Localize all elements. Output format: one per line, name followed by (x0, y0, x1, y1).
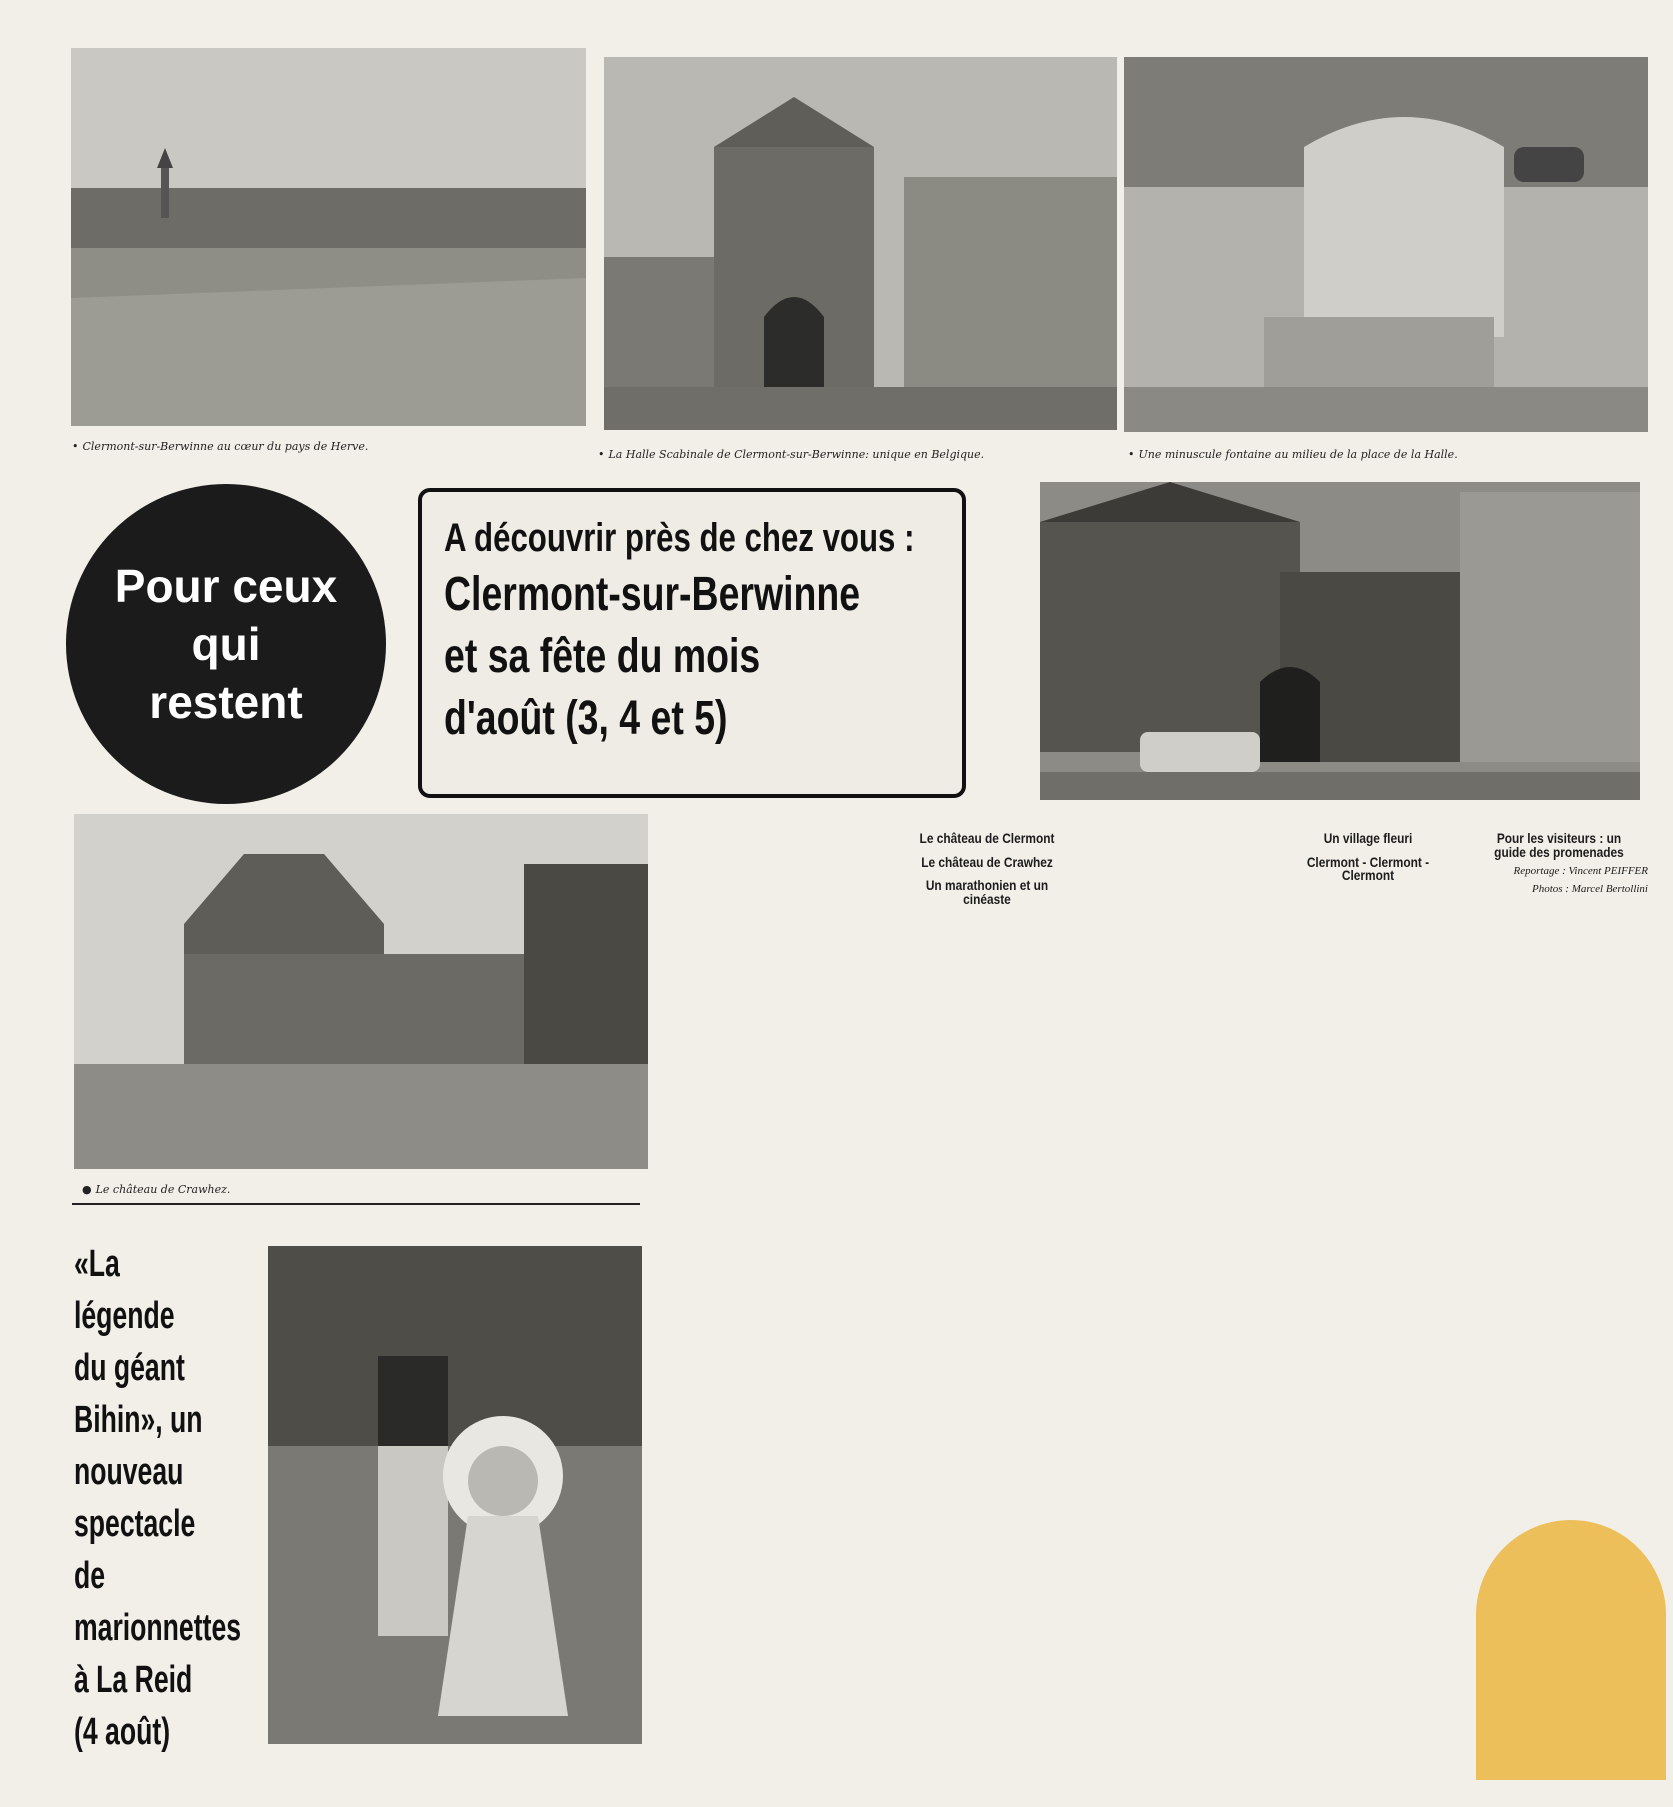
headline-line-2: Clermont-sur-Berwinne (444, 568, 861, 621)
article-column-1 (665, 822, 870, 1782)
photo-fontaine (1124, 57, 1648, 432)
article-column-4 (1278, 822, 1458, 1782)
subhead-village-fleuri: Un village fleuri (1323, 830, 1413, 846)
headline-line-4: d'août (3, 4 et 5) (444, 692, 728, 745)
divider (72, 1203, 640, 1205)
photo-chateau-crawhez (74, 814, 648, 1169)
photo-caption-1: • Clermont-sur-Berwinne au cœur du pays de Herve. (72, 440, 369, 453)
photo-marionnettes (268, 1246, 642, 1744)
subhead-clermont-3: Clermont - Clermont - Clermont (1306, 853, 1430, 883)
photo-caption-5: ● Le château de Crawhez. (82, 1183, 231, 1196)
watermark-badge (1476, 1520, 1666, 1780)
subhead-chateau-crawhez: Le château de Crawhez (921, 853, 1053, 870)
article-column-3 (1062, 822, 1260, 1782)
headline-box (418, 488, 966, 798)
subhead-marathonien: Un marathonien et un cinéaste (925, 877, 1049, 907)
byline-photos: Photos : Marcel Bertollini (1532, 882, 1648, 895)
byline-reportage: Reportage : Vincent PEIFFER (1513, 865, 1648, 877)
headline-line-3: et sa fête du mois (444, 630, 761, 683)
photo-caption-2: • La Halle Scabinale de Clermont-sur-Berwinne: unique en Belgique. (598, 448, 985, 461)
legend-box: «La légende du géant Bihin», un nouveau spectacle de marionnettes à La Reid (4 août) (74, 1243, 242, 1753)
subhead-chateau-clermont: Le château de Clermont (919, 830, 1055, 846)
photo-village-landscape (71, 48, 586, 426)
circle-banner: Pour ceux qui restent (66, 484, 386, 804)
photo-halle-scabinale (604, 57, 1117, 430)
photo-caption-3: • Une minuscule fontaine au milieu de la place de la Halle. (1128, 448, 1458, 461)
photo-chateau-clermont (1040, 482, 1640, 800)
headline-line-1: A découvrir près de chez vous : (444, 516, 915, 560)
subhead-visiteurs: Pour les visiteurs : un guide des promenades (1494, 830, 1624, 860)
article-column-2 (888, 822, 1086, 1782)
